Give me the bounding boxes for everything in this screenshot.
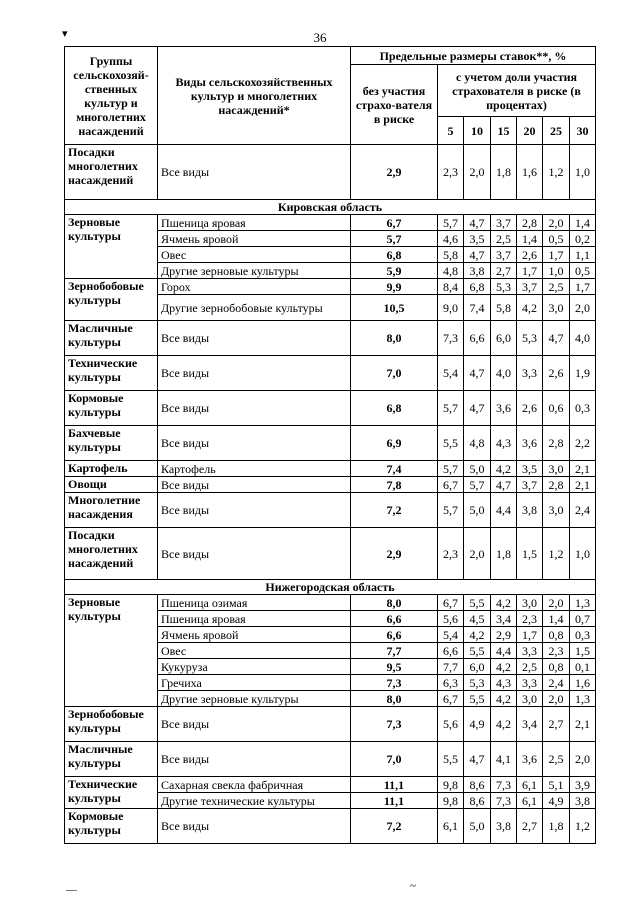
group-name: Зерновые культуры	[65, 215, 158, 279]
rate-with-share: 4,2	[491, 595, 517, 611]
rate-with-share: 1,5	[570, 643, 596, 659]
kind-name: Все виды	[158, 321, 351, 356]
rate-without-share: 7,0	[351, 742, 438, 777]
rate-with-share: 3,6	[491, 391, 517, 426]
rate-with-share: 4,2	[491, 461, 517, 477]
table-row	[65, 528, 596, 580]
rate-without-share: 9,9	[351, 279, 438, 295]
rate-with-share: 2,1	[570, 477, 596, 493]
rate-with-share: 2,6	[543, 356, 570, 391]
kind-name: Пшеница яровая	[158, 611, 351, 627]
group-name: Технические культуры	[65, 356, 158, 391]
group-name: Кормовые культуры	[65, 391, 158, 426]
rate-with-share: 5,5	[464, 595, 491, 611]
rate-with-share: 1,4	[517, 231, 543, 247]
rate-with-share: 2,0	[543, 215, 570, 231]
table-row	[65, 461, 596, 477]
region-row	[65, 200, 596, 215]
rate-with-share: 3,4	[491, 611, 517, 627]
group-name: Посадки многолетних насаждений	[65, 528, 158, 580]
rate-without-share: 2,9	[351, 528, 438, 580]
rate-with-share: 1,8	[543, 809, 570, 844]
rate-with-share: 3,3	[517, 356, 543, 391]
rate-with-share: 4,0	[570, 321, 596, 356]
rate-with-share: 2,3	[438, 528, 464, 580]
rate-with-share: 5,7	[438, 493, 464, 528]
rate-with-share: 5,0	[464, 493, 491, 528]
rate-with-share: 1,8	[491, 145, 517, 200]
rate-without-share: 8,0	[351, 321, 438, 356]
rate-with-share: 3,0	[543, 493, 570, 528]
rate-without-share: 7,2	[351, 493, 438, 528]
rate-with-share: 1,7	[517, 263, 543, 279]
kind-name: Сахарная свекла фабричная	[158, 777, 351, 793]
rate-with-share: 1,0	[570, 528, 596, 580]
rate-with-share: 2,0	[543, 691, 570, 707]
rate-with-share: 6,1	[438, 809, 464, 844]
rate-with-share: 1,0	[570, 145, 596, 200]
rate-without-share: 11,1	[351, 793, 438, 809]
group-name: Посадки многолетних насаждений	[65, 145, 158, 200]
rate-with-share: 9,0	[438, 295, 464, 321]
rate-with-share: 4,6	[438, 231, 464, 247]
rate-with-share: 2,8	[543, 477, 570, 493]
table-row	[65, 809, 596, 844]
rate-with-share: 5,3	[491, 279, 517, 295]
rate-without-share: 8,0	[351, 595, 438, 611]
kind-name: Овес	[158, 247, 351, 263]
table-row	[65, 477, 596, 493]
rate-with-share: 1,3	[570, 691, 596, 707]
rate-with-share: 6,8	[464, 279, 491, 295]
rate-with-share: 2,5	[543, 742, 570, 777]
rate-with-share: 1,2	[543, 528, 570, 580]
rate-with-share: 2,3	[543, 643, 570, 659]
rate-with-share: 5,7	[438, 391, 464, 426]
rate-without-share: 5,9	[351, 263, 438, 279]
rate-with-share: 1,7	[517, 627, 543, 643]
header-share: 25	[543, 117, 570, 145]
rate-with-share: 4,4	[491, 643, 517, 659]
rate-with-share: 4,2	[491, 691, 517, 707]
rate-with-share: 3,0	[543, 295, 570, 321]
rate-with-share: 2,0	[464, 145, 491, 200]
rate-with-share: 4,7	[543, 321, 570, 356]
header-share: 30	[570, 117, 596, 145]
rate-without-share: 7,3	[351, 675, 438, 691]
rate-with-share: 0,8	[543, 659, 570, 675]
rate-with-share: 6,7	[438, 595, 464, 611]
group-name: Масличные культуры	[65, 321, 158, 356]
rate-with-share: 3,7	[517, 477, 543, 493]
rate-with-share: 4,2	[491, 707, 517, 742]
rate-with-share: 0,8	[543, 627, 570, 643]
kind-name: Другие зерновые культуры	[158, 263, 351, 279]
rate-without-share: 6,6	[351, 611, 438, 627]
rate-with-share: 0,6	[543, 391, 570, 426]
rate-with-share: 3,8	[517, 493, 543, 528]
kind-name: Все виды	[158, 391, 351, 426]
kind-name: Ячмень яровой	[158, 627, 351, 643]
rate-without-share: 6,8	[351, 247, 438, 263]
header-share: 20	[517, 117, 543, 145]
kind-name: Другие технические культуры	[158, 793, 351, 809]
rate-with-share: 5,0	[464, 809, 491, 844]
rate-with-share: 6,6	[464, 321, 491, 356]
table-row	[65, 707, 596, 742]
group-name: Зернобобовые культуры	[65, 707, 158, 742]
kind-name: Все виды	[158, 477, 351, 493]
rate-with-share: 2,1	[570, 461, 596, 477]
rate-with-share: 4,4	[491, 493, 517, 528]
rate-with-share: 7,3	[491, 793, 517, 809]
rate-without-share: 7,0	[351, 356, 438, 391]
rate-without-share: 10,5	[351, 295, 438, 321]
table-header	[65, 47, 596, 145]
rate-with-share: 7,4	[464, 295, 491, 321]
kind-name: Все виды	[158, 528, 351, 580]
rate-with-share: 2,0	[570, 295, 596, 321]
kind-name: Все виды	[158, 426, 351, 461]
rate-with-share: 3,3	[517, 643, 543, 659]
region-name: Кировская область	[65, 200, 596, 215]
rate-with-share: 2,2	[570, 426, 596, 461]
group-name: Технические культуры	[65, 777, 158, 809]
rate-with-share: 4,7	[464, 247, 491, 263]
rate-with-share: 2,3	[517, 611, 543, 627]
rate-with-share: 3,6	[517, 426, 543, 461]
header-groups: Группы сельскохозяй-ственных культур и многолетних насаждений	[65, 47, 158, 145]
rate-with-share: 4,7	[464, 356, 491, 391]
rate-with-share: 3,7	[517, 279, 543, 295]
rate-with-share: 1,5	[517, 528, 543, 580]
table-row	[65, 493, 596, 528]
rate-with-share: 3,8	[570, 793, 596, 809]
rate-with-share: 4,3	[491, 675, 517, 691]
rate-with-share: 0,5	[543, 231, 570, 247]
rate-with-share: 2,5	[517, 659, 543, 675]
rate-with-share: 9,8	[438, 777, 464, 793]
header-share: 5	[438, 117, 464, 145]
rate-without-share: 7,4	[351, 461, 438, 477]
kind-name: Пшеница яровая	[158, 215, 351, 231]
table-row	[65, 391, 596, 426]
rate-with-share: 4,2	[491, 659, 517, 675]
rate-with-share: 2,5	[543, 279, 570, 295]
group-name: Картофель	[65, 461, 158, 477]
rate-with-share: 2,8	[543, 426, 570, 461]
group-name: Кормовые культуры	[65, 809, 158, 844]
rate-with-share: 8,6	[464, 777, 491, 793]
rate-without-share: 2,9	[351, 145, 438, 200]
rate-with-share: 5,7	[438, 461, 464, 477]
table-row	[65, 595, 596, 611]
rate-with-share: 2,4	[570, 493, 596, 528]
rate-with-share: 3,5	[517, 461, 543, 477]
group-name: Овощи	[65, 477, 158, 493]
rate-with-share: 1,0	[543, 263, 570, 279]
kind-name: Все виды	[158, 145, 351, 200]
kind-name: Все виды	[158, 742, 351, 777]
rate-with-share: 5,8	[491, 295, 517, 321]
rate-with-share: 1,9	[570, 356, 596, 391]
rate-with-share: 3,4	[517, 707, 543, 742]
kind-name: Картофель	[158, 461, 351, 477]
rate-with-share: 3,6	[517, 742, 543, 777]
rate-with-share: 4,9	[464, 707, 491, 742]
rate-with-share: 6,1	[517, 777, 543, 793]
header-without: без участия страхо-вателя в риске	[351, 65, 438, 145]
kind-name: Все виды	[158, 356, 351, 391]
rate-without-share: 7,2	[351, 809, 438, 844]
header-share: 10	[464, 117, 491, 145]
rate-with-share: 1,7	[570, 279, 596, 295]
rate-without-share: 11,1	[351, 777, 438, 793]
rate-with-share: 6,6	[438, 643, 464, 659]
page-number: 36	[313, 30, 327, 45]
rate-with-share: 3,9	[570, 777, 596, 793]
table-row	[65, 279, 596, 295]
rate-with-share: 5,3	[464, 675, 491, 691]
rate-without-share: 6,7	[351, 215, 438, 231]
rate-with-share: 2,8	[517, 215, 543, 231]
rate-with-share: 3,8	[491, 809, 517, 844]
group-name: Зернобобовые культуры	[65, 279, 158, 321]
kind-name: Кукуруза	[158, 659, 351, 675]
kind-name: Все виды	[158, 809, 351, 844]
table-row	[65, 356, 596, 391]
header-limits: Предельные размеры ставок**, %	[351, 47, 596, 65]
rate-with-share: 2,5	[491, 231, 517, 247]
rate-without-share: 6,8	[351, 391, 438, 426]
rate-with-share: 5,6	[438, 707, 464, 742]
table-row	[65, 742, 596, 777]
table-row	[65, 426, 596, 461]
rate-with-share: 6,3	[438, 675, 464, 691]
rate-with-share: 2,7	[517, 809, 543, 844]
rate-with-share: 4,7	[464, 742, 491, 777]
rates-table	[64, 46, 596, 844]
rate-with-share: 1,7	[543, 247, 570, 263]
rate-with-share: 5,5	[438, 742, 464, 777]
rate-with-share: 2,7	[491, 263, 517, 279]
rate-with-share: 5,7	[438, 215, 464, 231]
rate-with-share: 2,7	[543, 707, 570, 742]
rate-with-share: 3,5	[464, 231, 491, 247]
rate-with-share: 9,8	[438, 793, 464, 809]
kind-name: Другие зерновые культуры	[158, 691, 351, 707]
rate-with-share: 4,2	[517, 295, 543, 321]
rate-with-share: 1,4	[543, 611, 570, 627]
rate-with-share: 2,0	[543, 595, 570, 611]
rate-with-share: 5,6	[438, 611, 464, 627]
rate-with-share: 5,3	[517, 321, 543, 356]
kind-name: Ячмень яровой	[158, 231, 351, 247]
table-row	[65, 777, 596, 793]
rate-with-share: 0,3	[570, 391, 596, 426]
rate-with-share: 8,4	[438, 279, 464, 295]
rate-with-share: 4,2	[464, 627, 491, 643]
rate-with-share: 5,5	[464, 691, 491, 707]
kind-name: Все виды	[158, 707, 351, 742]
region-row	[65, 580, 596, 595]
rate-with-share: 4,0	[491, 356, 517, 391]
rate-with-share: 2,1	[570, 707, 596, 742]
rate-with-share: 5,1	[543, 777, 570, 793]
rate-with-share: 2,0	[570, 742, 596, 777]
rate-with-share: 5,0	[464, 461, 491, 477]
rate-with-share: 6,1	[517, 793, 543, 809]
header-kinds: Виды сельскохозяйственных культур и многолетних насаждений*	[158, 47, 351, 145]
rate-with-share: 5,5	[464, 643, 491, 659]
rate-with-share: 5,7	[464, 477, 491, 493]
rate-with-share: 2,6	[517, 247, 543, 263]
rate-with-share: 0,5	[570, 263, 596, 279]
group-name: Масличные культуры	[65, 742, 158, 777]
rate-with-share: 4,8	[464, 426, 491, 461]
rate-with-share: 3,7	[491, 215, 517, 231]
rate-without-share: 8,0	[351, 691, 438, 707]
header-share: 15	[491, 117, 517, 145]
rate-with-share: 4,7	[464, 215, 491, 231]
group-name: Многолетние насаждения	[65, 493, 158, 528]
rate-with-share: 5,4	[438, 356, 464, 391]
rate-without-share: 6,6	[351, 627, 438, 643]
rate-with-share: 4,7	[464, 391, 491, 426]
rate-with-share: 3,0	[517, 595, 543, 611]
rate-with-share: 1,8	[491, 528, 517, 580]
kind-name: Другие зернобобовые культуры	[158, 295, 351, 321]
rate-with-share: 2,4	[543, 675, 570, 691]
rate-with-share: 1,1	[570, 247, 596, 263]
rate-with-share: 6,7	[438, 691, 464, 707]
rate-with-share: 4,7	[491, 477, 517, 493]
rate-with-share: 3,7	[491, 247, 517, 263]
group-name: Зерновые культуры	[65, 595, 158, 707]
rate-with-share: 2,9	[491, 627, 517, 643]
rate-with-share: 6,0	[464, 659, 491, 675]
rate-with-share: 1,2	[543, 145, 570, 200]
table-row	[65, 321, 596, 356]
rate-with-share: 1,6	[570, 675, 596, 691]
rate-with-share: 6,0	[491, 321, 517, 356]
footer-dash: —	[66, 884, 77, 896]
rate-with-share: 4,5	[464, 611, 491, 627]
rate-with-share: 0,2	[570, 231, 596, 247]
kind-name: Горох	[158, 279, 351, 295]
rate-with-share: 2,0	[464, 528, 491, 580]
group-name: Бахчевые культуры	[65, 426, 158, 461]
rate-with-share: 3,0	[517, 691, 543, 707]
rate-with-share: 4,3	[491, 426, 517, 461]
rate-without-share: 7,3	[351, 707, 438, 742]
table-body	[65, 145, 596, 844]
footer-mark: ~	[410, 880, 416, 892]
rate-without-share: 9,5	[351, 659, 438, 675]
rate-without-share: 5,7	[351, 231, 438, 247]
rate-with-share: 1,2	[570, 809, 596, 844]
rate-with-share: 4,9	[543, 793, 570, 809]
rate-with-share: 5,4	[438, 627, 464, 643]
rate-without-share: 7,7	[351, 643, 438, 659]
region-name: Нижегородская область	[65, 580, 596, 595]
rate-with-share: 5,8	[438, 247, 464, 263]
rate-with-share: 1,3	[570, 595, 596, 611]
kind-name: Все виды	[158, 493, 351, 528]
rate-with-share: 3,0	[543, 461, 570, 477]
kind-name: Овес	[158, 643, 351, 659]
rate-with-share: 0,1	[570, 659, 596, 675]
table-row	[65, 145, 596, 200]
rate-with-share: 7,3	[438, 321, 464, 356]
rate-with-share: 7,7	[438, 659, 464, 675]
rate-with-share: 0,3	[570, 627, 596, 643]
rate-with-share: 0,7	[570, 611, 596, 627]
rate-with-share: 6,7	[438, 477, 464, 493]
rate-with-share: 1,6	[517, 145, 543, 200]
rate-with-share: 3,3	[517, 675, 543, 691]
rate-with-share: 3,8	[464, 263, 491, 279]
rate-with-share: 2,3	[438, 145, 464, 200]
rate-without-share: 7,8	[351, 477, 438, 493]
header-with-share: с учетом доли участия страхователя в риске (в процентах)	[438, 65, 596, 117]
rate-with-share: 1,4	[570, 215, 596, 231]
rate-with-share: 2,6	[517, 391, 543, 426]
rate-with-share: 4,8	[438, 263, 464, 279]
rate-with-share: 7,3	[491, 777, 517, 793]
kind-name: Гречиха	[158, 675, 351, 691]
kind-name: Пшеница озимая	[158, 595, 351, 611]
rate-with-share: 4,1	[491, 742, 517, 777]
table-row	[65, 215, 596, 231]
rate-without-share: 6,9	[351, 426, 438, 461]
corner-mark: ▾	[62, 28, 68, 40]
rate-with-share: 5,5	[438, 426, 464, 461]
rate-with-share: 8,6	[464, 793, 491, 809]
